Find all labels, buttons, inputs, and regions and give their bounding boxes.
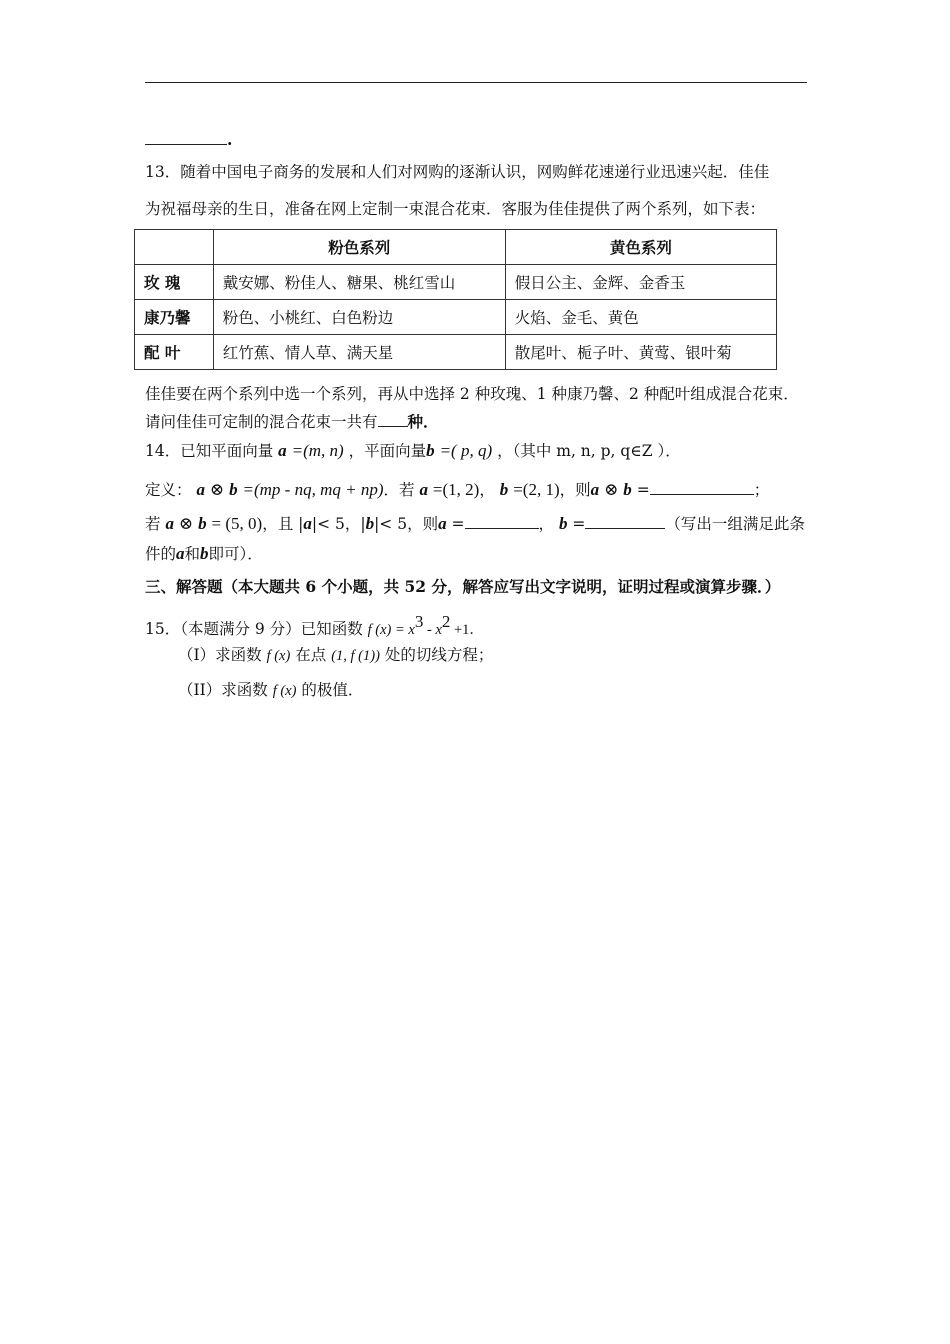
flower-series-table bbox=[134, 229, 777, 370]
row-label-rose: 玫 瑰 bbox=[135, 265, 214, 300]
header-rule bbox=[145, 82, 807, 83]
q13-after1: 佳佳要在两个系列中选一个系列，再从中选择 2 种玫瑰、1 种康乃馨、2 种配叶组成混合花束． bbox=[145, 385, 799, 403]
answer-blank bbox=[145, 128, 227, 145]
q15-part2: （II）求函数 f (x) 的极值． bbox=[178, 681, 364, 699]
cell-foliage-yellow: 散尾叶、栀子叶、黄莺、银叶菊 bbox=[505, 335, 776, 370]
row-label-carnation: 康乃馨 bbox=[135, 300, 214, 335]
q13-line1: 13．随着中国电子商务的发展和人们对网购的逐渐认识，网购鲜花速递行业迅速兴起．佳佳 bbox=[145, 163, 770, 181]
section-3-title: 三、解答题（本大题共 6 个小题，共 52 分，解答应写出文字说明，证明过程或演算步骤．） bbox=[145, 577, 781, 596]
q12-period: . bbox=[227, 130, 233, 149]
q12-answer-line bbox=[145, 128, 232, 150]
header-yellow-series: 黄色系列 bbox=[505, 230, 776, 265]
cell-rose-pink: 戴安娜、粉佳人、糖果、桃红雪山 bbox=[213, 265, 505, 300]
table-row bbox=[135, 265, 777, 300]
q14-line3: 若 a ⊗ b = (5, 0)，且 |a|< 5，|b|< 5，则a = ， b = （写出一组满足此条 bbox=[145, 514, 805, 533]
q14-line4: 件的a和b即可）． bbox=[145, 544, 263, 563]
table-row bbox=[135, 300, 777, 335]
q14-line2: 定义： a ⊗ b =(mp - nq, mq + np)．若 a =(1, 2)， b =(2, 1)，则a ⊗ b = ； bbox=[145, 480, 770, 499]
cell-carnation-pink: 粉色、小桃红、白色粉边 bbox=[213, 300, 505, 335]
answer-blank bbox=[650, 478, 754, 495]
answer-blank bbox=[465, 512, 539, 529]
q15-intro: 15．（本题满分 9 分）已知函数 f $(x) = x^3 - x^2 +1$． bbox=[145, 612, 484, 638]
table-header-row bbox=[135, 230, 777, 265]
answer-blank bbox=[378, 410, 408, 427]
cell-carnation-yellow: 火焰、金毛、黄色 bbox=[505, 300, 776, 335]
q15-part1: （I）求函数 f (x) 在点 (1, f (1)) 处的切线方程； bbox=[178, 646, 494, 664]
cell-rose-yellow: 假日公主、金辉、金香玉 bbox=[505, 265, 776, 300]
header-pink-series: 粉色系列 bbox=[213, 230, 505, 265]
table-row bbox=[135, 335, 777, 370]
q14-line1: 14．已知平面向量 a =(m, n) ，平面向量b =( p, q) ，（其中 m, n, p, q∈Z ）． bbox=[145, 441, 681, 460]
answer-blank bbox=[585, 512, 665, 529]
cell-foliage-pink: 红竹蕉、情人草、满天星 bbox=[213, 335, 505, 370]
table-corner-cell bbox=[135, 230, 214, 265]
q13-after2: 请问佳佳可定制的混合花束一共有 种． bbox=[145, 412, 439, 431]
q13-line2: 为祝福母亲的生日，准备在网上定制一束混合花束．客服为佳佳提供了两个系列，如下表： bbox=[145, 200, 766, 218]
row-label-foliage: 配 叶 bbox=[135, 335, 214, 370]
